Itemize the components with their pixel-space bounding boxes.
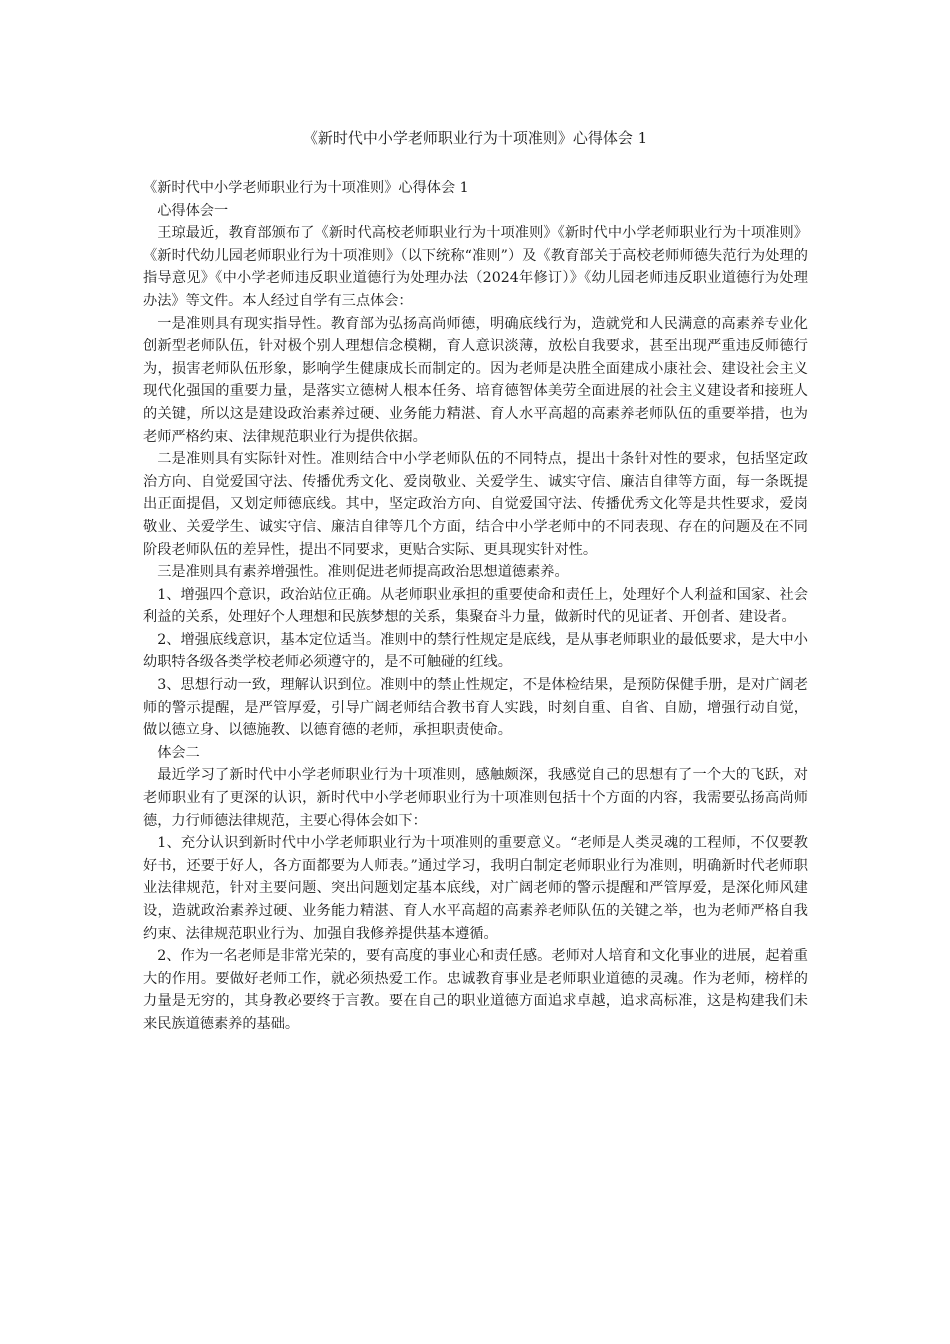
- body-paragraph: 二是准则具有实际针对性。准则结合中小学老师队伍的不同特点，提出十条针对性的要求，包括坚定政治方向、自觉爱国守法、传播优秀文化、爱岗敬业、关爱学生、诚实守信、廉洁自律等方面，每一条既提出正面提倡，又划定师德底线。其中，坚定政治方向、自觉爱国守法、传播优秀文化等是共性要求，爱岗敬业、关爱学生、诚实守信、廉洁自律等几个方面，结合中小学老师中的不同表现、存在的问题及在不同阶段老师队伍的差异性，提出不同要求，更贴合实际、更具现实针对性。: [143, 451, 808, 558]
- document-body: [143, 177, 808, 1036]
- body-paragraph: 一是准则具有现实指导性。教育部为弘扬高尚师德，明确底线行为，造就党和人民满意的高素养专业化创新型老师队伍，针对极个别人理想信念模糊，育人意识淡薄，放松自我要求，甚至出现严重违反师德行为，损害老师队伍形象，影响学生健康成长而制定的。因为老师是决胜全面建成小康社会、建设社会主义现代化强国的重要力量，是落实立德树人根本任务、培育德智体美劳全面进展的社会主义建设者和接班人的关键，所以这是建设政治素养过硬、业务能力精湛、育人水平高超的高素养老师队伍的重要举措，也为老师严格约束、法律规范职业行为提供依据。: [143, 315, 808, 445]
- section-heading-two: 体会二: [157, 744, 200, 761]
- body-paragraph: 三是准则具有素养增强性。准则促进老师提高政治思想道德素养。: [157, 564, 569, 581]
- body-paragraph: 3、思想行动一致，理解认识到位。准则中的禁止性规定，不是体检结果，是预防保健手册，是对广阔老师的警示提醒，是严管厚爱，引导广阔老师结合教书育人实践，时刻自重、自省、自励，增强行动自觉，做以德立身、以德施教、以德育德的老师，承担职责使命。: [143, 677, 808, 739]
- body-paragraph: 1、增强四个意识，政治站位正确。从老师职业承担的重要使命和责任上，处理好个人利益和国家、社会利益的关系，处理好个人理想和民族梦想的关系，集聚奋斗力量，做新时代的见证者、开创者、建设者。: [143, 586, 808, 626]
- document-title: 《新时代中小学老师职业行为十项准则》心得体会 1: [302, 129, 648, 147]
- body-paragraph: 最近学习了新时代中小学老师职业行为十项准则，感触颇深，我感觉自己的思想有了一个大的飞跃，对老师职业有了更深的认识，新时代中小学老师职业行为十项准则包括十个方面的内容，我需要弘扬高尚师德，力行师德法律规范，主要心得体会如下：: [143, 767, 808, 829]
- body-paragraph: 1、充分认识到新时代中小学老师职业行为十项准则的重要意义。“老师是人类灵魂的工程师，不仅要教好书，还要于好人，各方面都要为人师表。”通过学习，我明白制定老师职业行为准则，明确新时代老师职业法律规范，针对主要问题、突出问题划定基本底线，对广阔老师的警示提醒和严管厚爱，是深化师风建设，造就政治素养过硬、业务能力精湛、育人水平高超的高素养老师队伍的关键之举，也为老师严格自我约束、法律规范职业行为、加强自我修养提供基本遵循。: [143, 835, 808, 942]
- body-paragraph: 王琼最近，教育部颁布了《新时代高校老师职业行为十项准则》《新时代中小学老师职业行为十项准则》《新时代幼儿园老师职业行为十项准则》（以下统称“准则”）及《教育部关于高校老师师德失范行为处理的指导意见》《中小学老师违反职业道德行为处理办法（2024年修订）》《幼儿园老师违反职业道德行为处理办法》等文件。本人经过自学有三点体会：: [143, 225, 808, 309]
- body-paragraph-subtitle: 《新时代中小学老师职业行为十项准则》心得体会 1: [143, 180, 469, 196]
- body-paragraph: 2、作为一名老师是非常光荣的，要有高度的事业心和责任感。老师对人培育和文化事业的进展，起着重大的作用。要做好老师工作，就必须热爱工作。忠诚教育事业是老师职业道德的灵魂。作为老师，榜样的力量是无穷的，其身教必要终于言教。要在自己的职业道德方面追求卓越，追求高标准，这是构建我们未来民族道德素养的基础。: [143, 948, 808, 1032]
- section-heading-one: 心得体会一: [157, 202, 229, 219]
- body-paragraph: 2、增强底线意识，基本定位适当。准则中的禁行性规定是底线，是从事老师职业的最低要求，是大中小幼职特各级各类学校老师必须遵守的，是不可触碰的红线。: [143, 631, 808, 671]
